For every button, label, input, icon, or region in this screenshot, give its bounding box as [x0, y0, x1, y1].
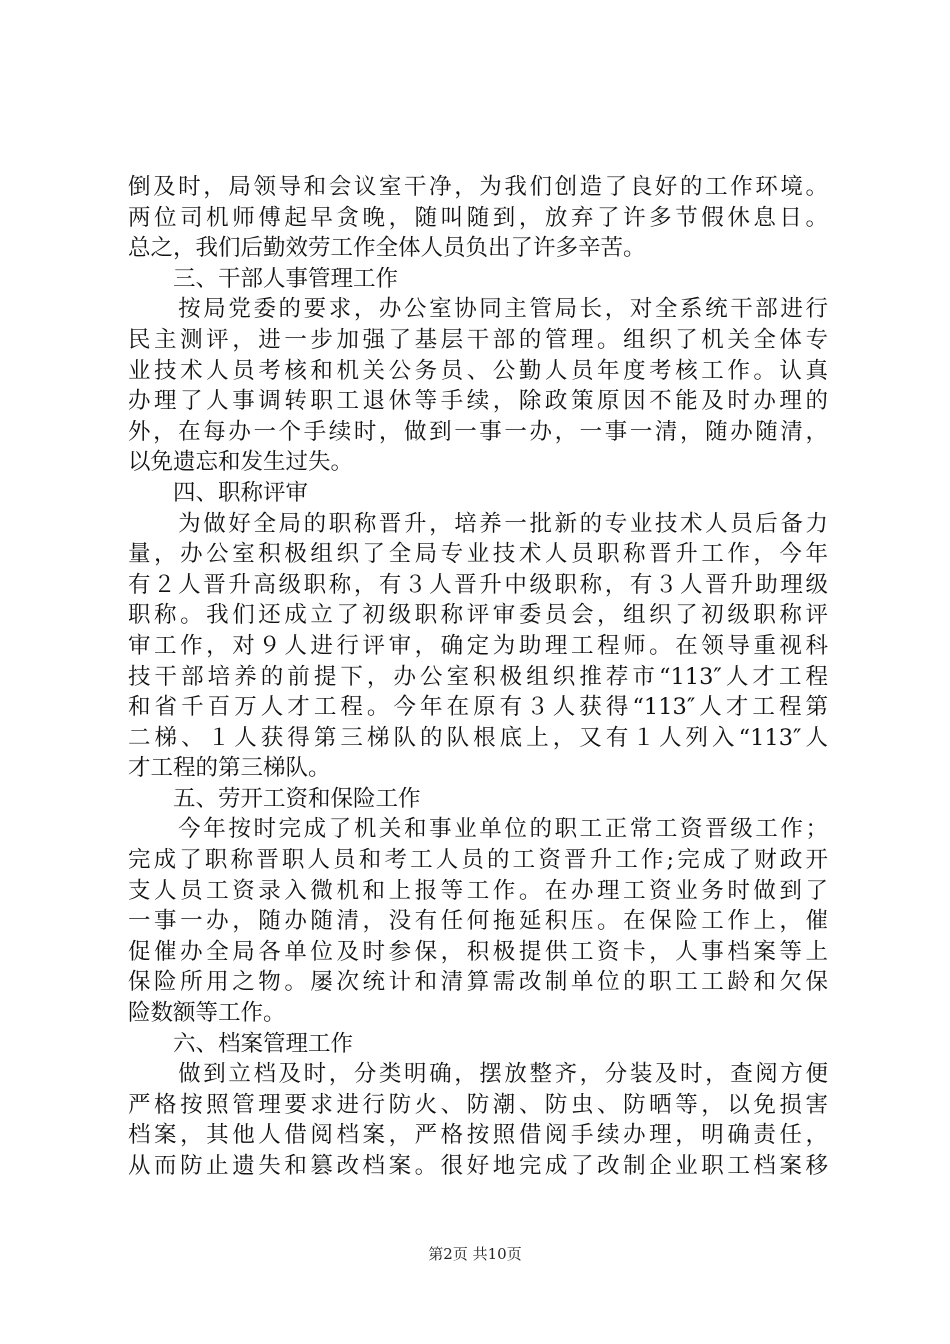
text-line: 支人员工资录入微机和上报等工作。在办理工资业务时做到了	[128, 877, 828, 904]
text-line: 职称。我们还成立了初级职称评审委员会，组织了初级职称评	[128, 602, 828, 629]
text-line: 有２人晋升高级职称，有３人晋升中级职称，有３人晋升助理级	[128, 571, 828, 598]
section-heading: 六、档案管理工作	[128, 1030, 354, 1057]
section-heading: 三、干部人事管理工作	[128, 265, 399, 292]
page-footer: 第2页 共10页	[428, 1245, 522, 1263]
text-line: 技干部培养的前提下，办公室积极组织推荐市“113″人才工程	[128, 663, 828, 690]
text-line: 以免遗忘和发生过失。	[128, 449, 354, 476]
text-line: 审工作，对９人进行评审，确定为助理工程师。在领导重视科	[128, 632, 828, 659]
text-line: 按局党委的要求，办公室协同主管局长，对全系统干部进行	[128, 296, 828, 323]
text-line: 严格按照管理要求进行防火、防潮、防虫、防晒等，以免损害	[128, 1091, 828, 1118]
text-line: 今年按时完成了机关和事业单位的职工正常工资晋级工作；	[128, 816, 828, 843]
text-line: 业技术人员考核和机关公务员、公勤人员年度考核工作。认真	[128, 357, 828, 384]
text-line: 保险所用之物。屡次统计和清算需改制单位的职工工龄和欠保	[128, 969, 828, 996]
text-line: 总之，我们后勤效劳工作全体人员负出了许多辛苦。	[128, 235, 646, 262]
text-line: 办理了人事调转职工退休等手续，除政策原因不能及时办理的	[128, 388, 828, 415]
text-line: 才工程的第三梯队。	[128, 755, 331, 782]
text-line: 做到立档及时，分类明确，摆放整齐，分装及时，查阅方便	[128, 1061, 828, 1088]
text-line: 险数额等工作。	[128, 1000, 286, 1027]
section-heading: 五、劳开工资和保险工作	[128, 785, 421, 812]
text-line: 从而防止遗失和篡改档案。很好地完成了改制企业职工档案移	[128, 1153, 828, 1179]
text-line: 为做好全局的职称晋升，培养一批新的专业技术人员后备力	[128, 510, 828, 537]
text-line: 两位司机师傅起早贪晚，随叫随到，放弃了许多节假休息日。	[128, 204, 828, 231]
text-line: 量，办公室积极组织了全局专业技术人员职称晋升工作，今年	[128, 541, 828, 568]
text-line: 档案，其他人借阅档案，严格按照借阅手续办理，明确责任，	[128, 1122, 828, 1149]
text-line: 外，在每办一个手续时，做到一事一办，一事一清，随办随清，	[128, 418, 828, 445]
text-line: 一事一办，随办随清，没有任何拖延积压。在保险工作上，催	[128, 908, 828, 935]
text-line: 和省千百万人才工程。今年在原有３人获得“113″人才工程第	[128, 694, 828, 721]
document-body	[128, 172, 828, 1182]
text-line: 倒及时，局领导和会议室干净，为我们创造了良好的工作环境。	[128, 174, 828, 200]
text-line: 促催办全局各单位及时参保，积极提供工资卡，人事档案等上	[128, 938, 828, 965]
section-heading: 四、职称评审	[128, 479, 309, 506]
text-line: 完成了职称晋职人员和考工人员的工资晋升工作;完成了财政开	[128, 847, 828, 874]
text-line: 民主测评，进一步加强了基层干部的管理。组织了机关全体专	[128, 326, 828, 353]
text-line: 二梯、１人获得第三梯队的队根底上，又有１人列入“113″人	[128, 724, 828, 751]
